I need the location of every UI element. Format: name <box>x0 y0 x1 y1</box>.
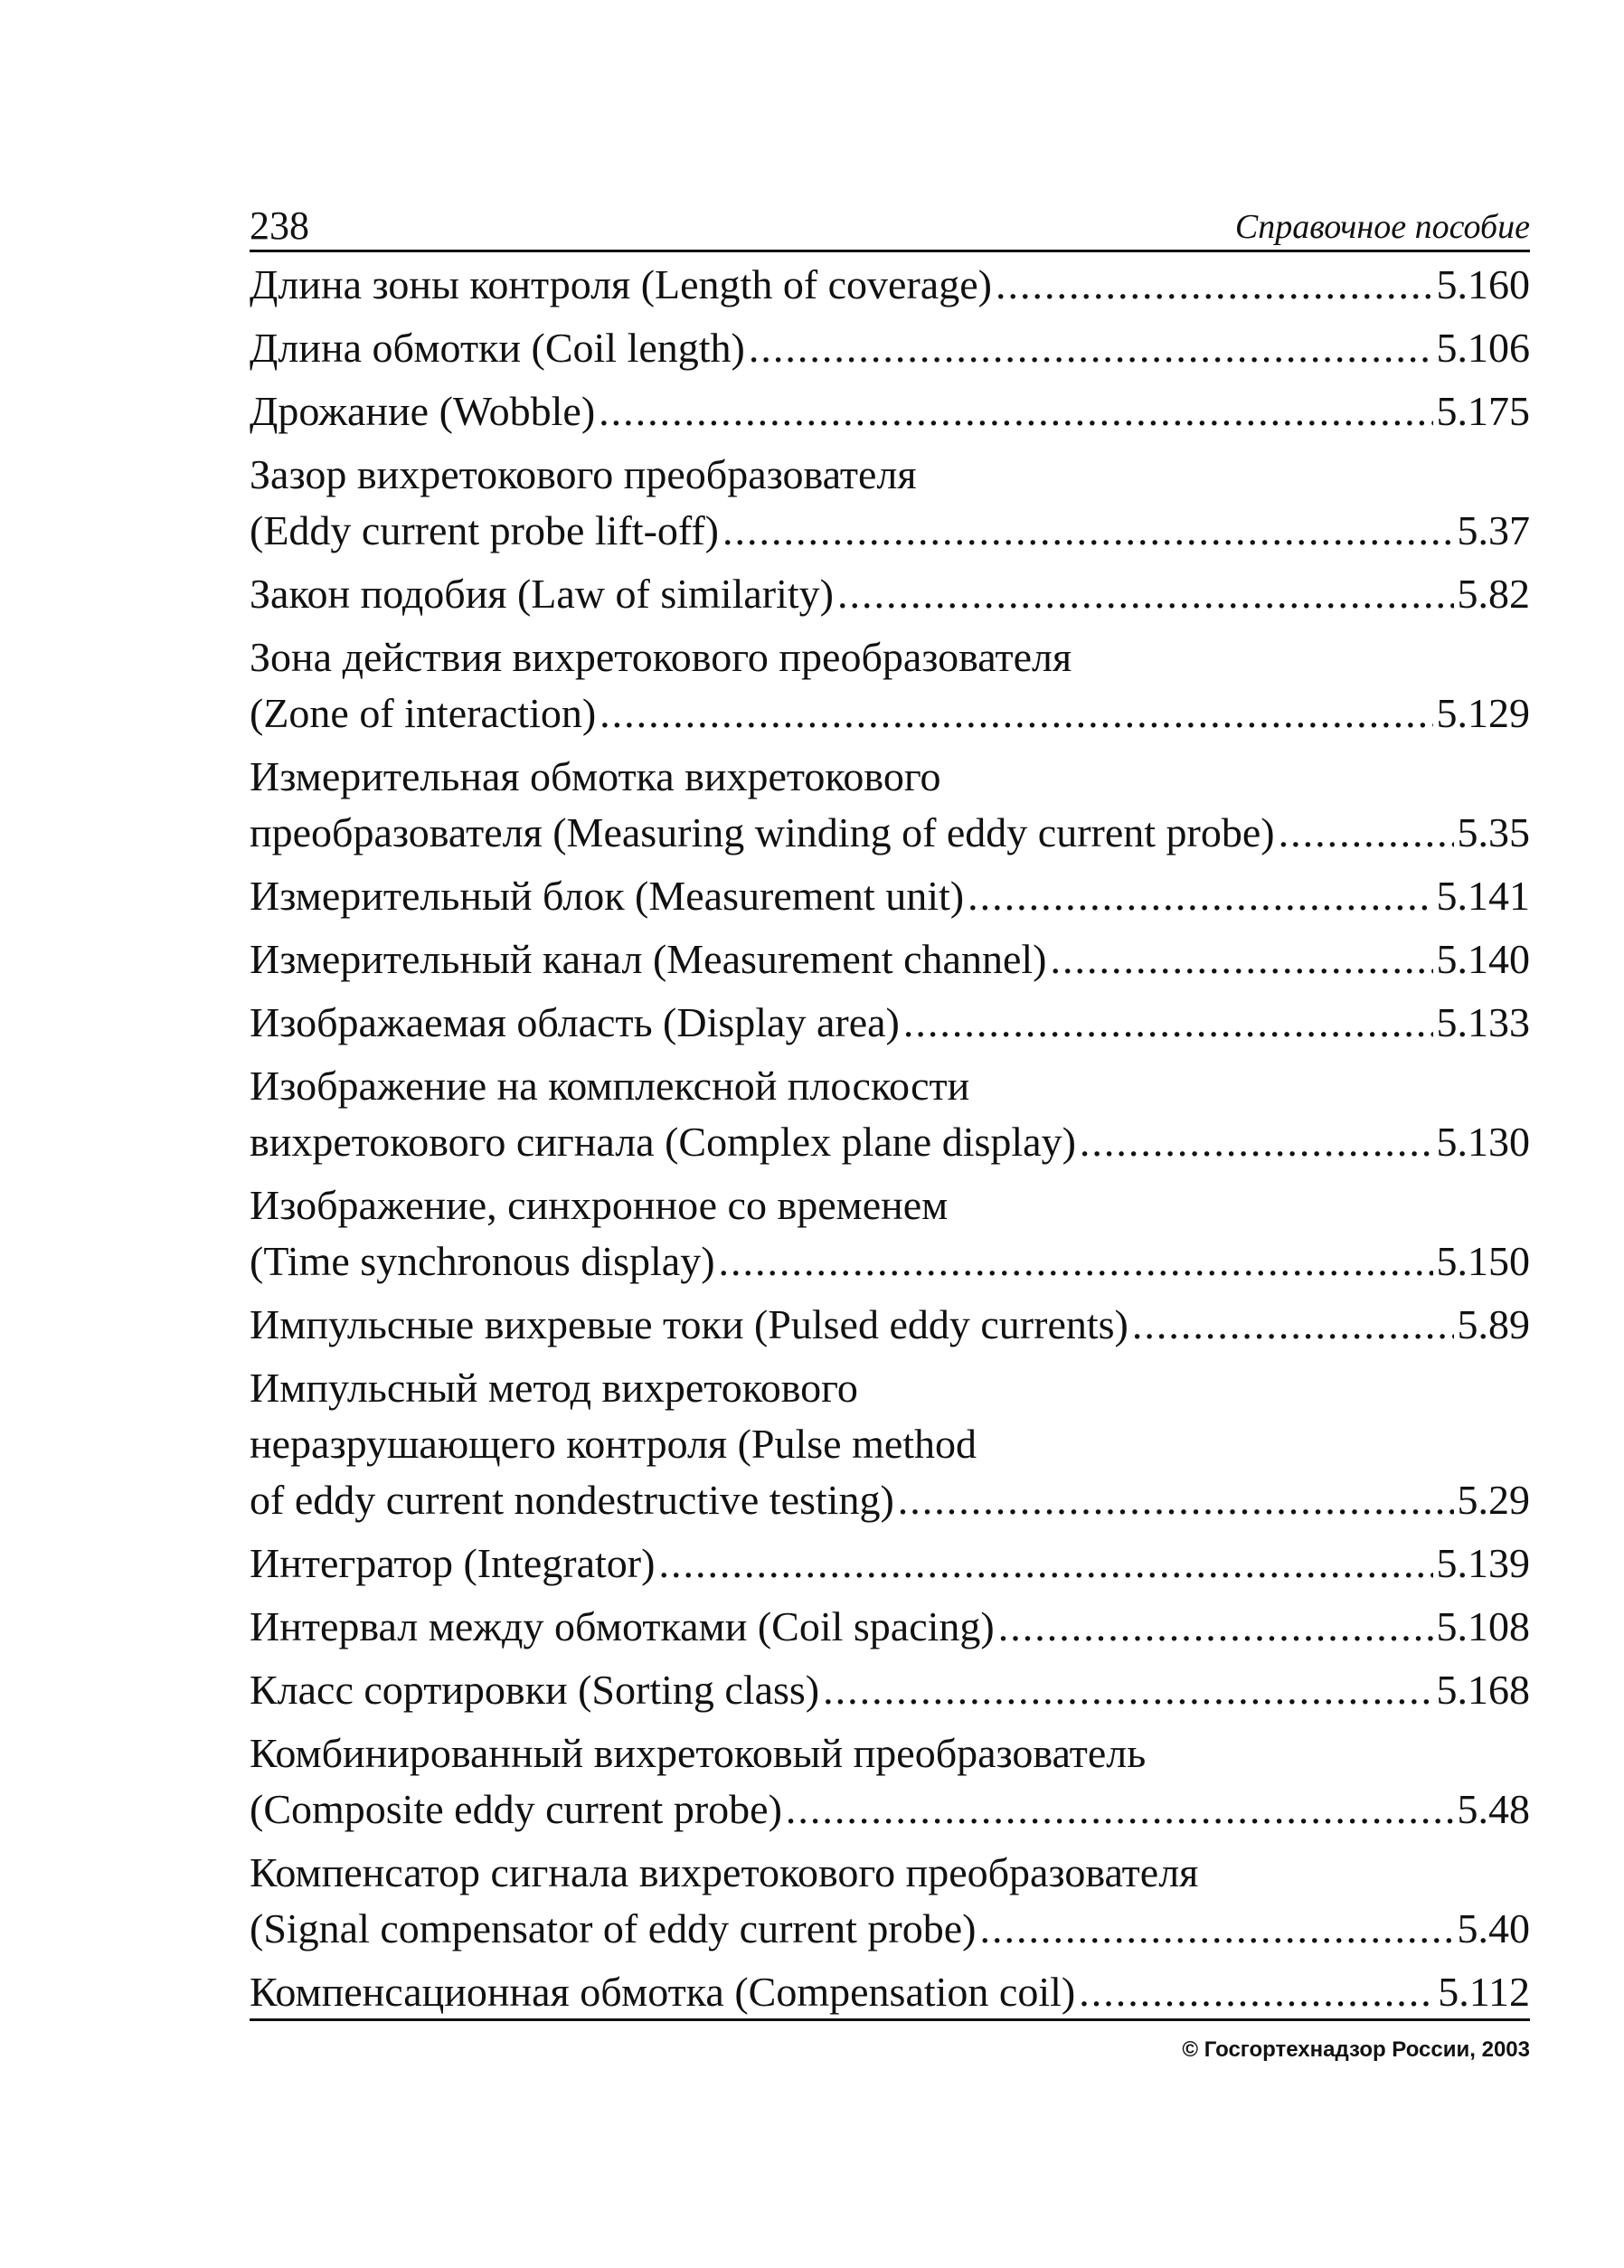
dot-leader <box>1079 1964 1434 2020</box>
entry-term-line: Дрожание (Wobble) <box>250 388 596 434</box>
index-entry <box>250 383 1530 439</box>
index-entry <box>250 1725 1530 1838</box>
entry-term-line: (Signal compensator of eddy current probe) <box>250 1905 977 1951</box>
page-number: 238 <box>250 203 309 248</box>
index-entry <box>250 1599 1530 1655</box>
entry-last-line <box>250 1781 1530 1838</box>
entry-last-line <box>250 931 1530 988</box>
index-entry <box>250 1177 1530 1290</box>
entry-term-line: Импульсный метод вихретокового <box>250 1365 858 1411</box>
index-entry <box>250 995 1530 1051</box>
entry-term-line: преобразователя (Measuring winding of eddy current probe) <box>250 809 1275 855</box>
entry-term-line: Закон подобия (Law of similarity) <box>250 571 834 617</box>
entry-term-line: Измерительный блок (Measurement unit) <box>250 873 965 919</box>
index-entries <box>250 257 1530 2027</box>
entry-term-line: (Zone of interaction) <box>250 690 597 736</box>
entry-reference: 5.130 <box>1436 1119 1530 1165</box>
entry-last-line <box>250 1114 1530 1170</box>
entry-reference: 5.175 <box>1436 388 1530 434</box>
entry-term-line: Интегратор (Integrator) <box>250 1540 656 1586</box>
entry-reference: 5.48 <box>1457 1786 1530 1832</box>
entry-reference: 5.141 <box>1436 873 1530 919</box>
entry-term-line: Зазор вихретокового преобразователя <box>250 451 917 497</box>
entry-last-line <box>250 383 1530 439</box>
entry-last-line <box>250 257 1530 313</box>
entry-last-line <box>250 1964 1530 2020</box>
entry-last-line <box>250 868 1530 924</box>
entry-term-line: (Eddy current probe lift-off) <box>250 507 720 553</box>
entry-reference: 5.139 <box>1436 1540 1530 1586</box>
entry-term-line: of eddy current nondestructive testing) <box>250 1477 894 1523</box>
entry-term-line: Измерительная обмотка вихретокового <box>250 753 941 799</box>
dot-leader <box>719 1233 1433 1290</box>
dot-leader <box>749 320 1433 376</box>
entry-reference: 5.35 <box>1457 809 1530 855</box>
entry-reference: 5.37 <box>1457 507 1530 553</box>
entry-reference: 5.108 <box>1436 1603 1530 1649</box>
entry-reference: 5.82 <box>1457 571 1530 617</box>
entry-reference: 5.29 <box>1457 1477 1530 1523</box>
index-entry <box>250 629 1530 742</box>
index-entry <box>250 1662 1530 1718</box>
entry-term-line: Изображение на комплексной плоскости <box>250 1063 970 1109</box>
index-entry <box>250 447 1530 559</box>
entry-term-line: Компенсатор сигнала вихретокового преобразователя <box>250 1849 1199 1895</box>
index-entry <box>250 320 1530 376</box>
index-entry <box>250 749 1530 861</box>
dot-leader <box>600 685 1432 742</box>
entry-last-line <box>250 995 1530 1051</box>
index-entry <box>250 868 1530 924</box>
dot-leader <box>786 1781 1454 1838</box>
dot-leader <box>599 383 1432 439</box>
dot-leader <box>979 1901 1453 1957</box>
entry-term-line: неразрушающего контроля (Pulse method <box>250 1421 977 1467</box>
entry-last-line <box>250 566 1530 622</box>
index-entry <box>250 1360 1530 1528</box>
dot-leader <box>658 1536 1432 1592</box>
entry-reference: 5.140 <box>1436 936 1530 982</box>
entry-reference: 5.160 <box>1436 261 1530 307</box>
entry-term-line: Комбинированный вихретоковый преобразователь <box>250 1730 1147 1776</box>
dot-leader <box>1279 805 1454 861</box>
entry-term-line: Длина обмотки (Coil length) <box>250 325 745 371</box>
entry-last-line <box>250 1297 1530 1353</box>
entry-last-line <box>250 1662 1530 1718</box>
entry-term-line: Длина зоны контроля (Length of coverage) <box>250 261 992 307</box>
entry-reference: 5.150 <box>1436 1238 1530 1284</box>
entry-last-line <box>250 1233 1530 1290</box>
index-entry <box>250 1964 1530 2020</box>
entry-last-line <box>250 503 1530 559</box>
entry-term-line: Изображаемая область (Display area) <box>250 999 900 1045</box>
index-entry <box>250 1058 1530 1170</box>
dot-leader <box>1050 931 1432 988</box>
entry-term-line: Интервал между обмотками (Coil spacing) <box>250 1603 995 1649</box>
entry-last-line <box>250 1472 1530 1528</box>
dot-leader <box>1132 1297 1454 1353</box>
entry-reference: 5.40 <box>1457 1905 1530 1951</box>
dot-leader <box>903 995 1433 1051</box>
entry-term-line: (Time synchronous display) <box>250 1238 715 1284</box>
entry-reference: 5.112 <box>1438 1969 1530 2015</box>
entry-reference: 5.168 <box>1436 1667 1530 1713</box>
entry-reference: 5.106 <box>1436 325 1530 371</box>
page-footer <box>250 2018 1530 2062</box>
dot-leader <box>1080 1114 1433 1170</box>
entry-last-line <box>250 1599 1530 1655</box>
entry-term-line: Класс сортировки (Sorting class) <box>250 1667 820 1713</box>
dot-leader <box>898 1472 1454 1528</box>
entry-reference: 5.129 <box>1436 690 1530 736</box>
entry-last-line <box>250 805 1530 861</box>
index-entry <box>250 1845 1530 1957</box>
entry-reference: 5.89 <box>1457 1301 1530 1347</box>
entry-term-line: (Composite eddy current probe) <box>250 1786 782 1832</box>
entry-reference: 5.133 <box>1436 999 1530 1045</box>
entry-last-line <box>250 320 1530 376</box>
dot-leader <box>968 868 1432 924</box>
copyright-notice: © Госгортехнадзор России, 2003 <box>1182 2037 1530 2062</box>
entry-last-line <box>250 1901 1530 1957</box>
index-entry <box>250 1536 1530 1592</box>
index-entry <box>250 257 1530 313</box>
entry-term-line: вихретокового сигнала (Complex plane display) <box>250 1119 1076 1165</box>
entry-term-line: Импульсные вихревые токи (Pulsed eddy currents) <box>250 1301 1128 1347</box>
dot-leader <box>998 1599 1433 1655</box>
entry-term-line: Зона действия вихретокового преобразователя <box>250 634 1072 680</box>
index-entry <box>250 1297 1530 1353</box>
index-entry <box>250 931 1530 988</box>
running-head: Справочное пособие <box>1234 208 1530 246</box>
entry-term-line: Изображение, синхронное со временем <box>250 1182 949 1228</box>
dot-leader <box>722 503 1453 559</box>
entry-term-line: Измерительный канал (Measurement channel) <box>250 936 1047 982</box>
entry-last-line <box>250 1536 1530 1592</box>
page-header <box>250 203 1530 252</box>
dot-leader <box>996 257 1433 313</box>
dot-leader <box>837 566 1454 622</box>
dot-leader <box>823 1662 1432 1718</box>
index-entry <box>250 566 1530 622</box>
entry-last-line <box>250 685 1530 742</box>
entry-term-line: Компенсационная обмотка (Compensation coil) <box>250 1969 1076 2015</box>
